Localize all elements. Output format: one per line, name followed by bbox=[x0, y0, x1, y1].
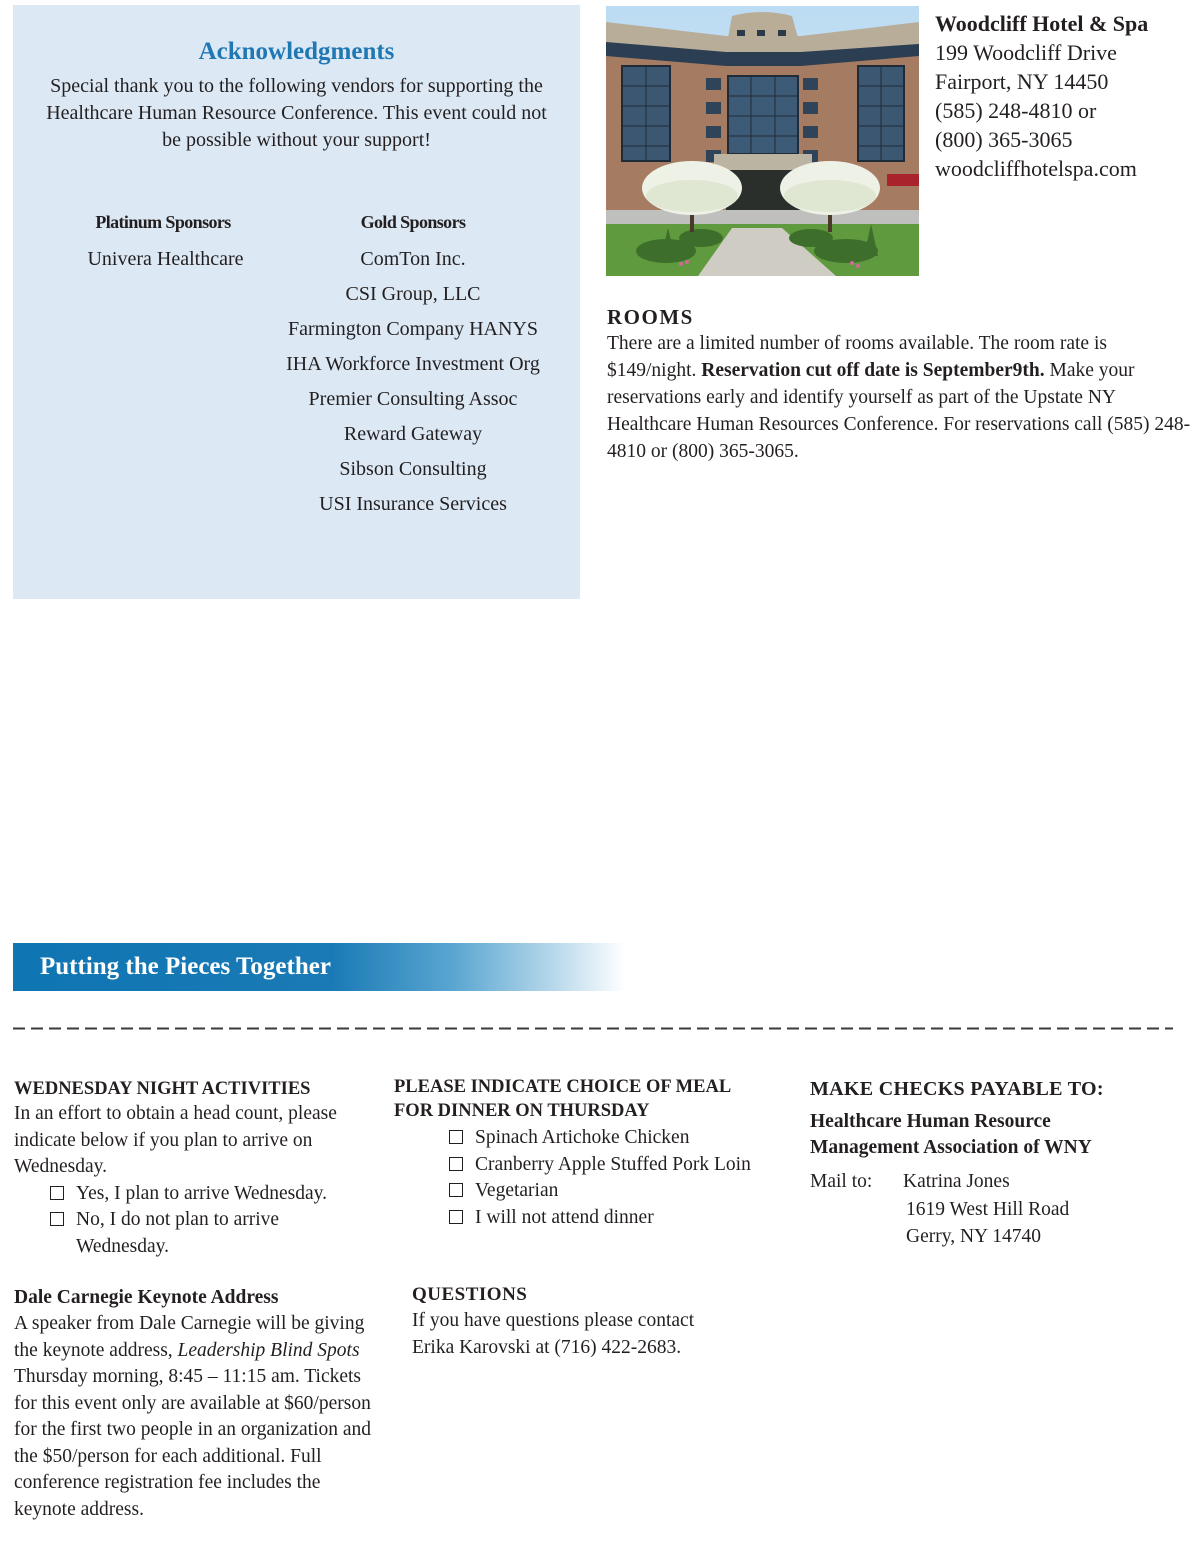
rooms-section bbox=[607, 305, 1192, 465]
meal-heading-line1: PLEASE INDICATE CHOICE OF MEAL bbox=[394, 1077, 732, 1097]
wednesday-text: In an effort to obtain a head count, please indicate below if you plan to arrive on Wednesday. bbox=[14, 1103, 337, 1177]
checks-heading: MAKE CHECKS PAYABLE TO: bbox=[810, 1078, 1104, 1100]
sponsor-item: Sibson Consulting bbox=[339, 458, 487, 480]
hotel-info bbox=[935, 9, 1195, 183]
option-label: Cranberry Apple Stuffed Pork Loin bbox=[475, 1153, 751, 1175]
questions-section bbox=[412, 1282, 792, 1361]
checkbox-icon[interactable] bbox=[449, 1130, 463, 1144]
checks-section bbox=[810, 1077, 1190, 1251]
hotel-address-line2: Fairport, NY 14450 bbox=[935, 69, 1109, 94]
option-label: Yes, I plan to arrive Wednesday. bbox=[76, 1182, 327, 1204]
rooms-cutoff-date: Reservation cut off date is September9th. bbox=[701, 360, 1045, 381]
hotel-photo bbox=[606, 6, 919, 276]
option-label: I will not attend dinner bbox=[475, 1206, 654, 1228]
payee-line1: Healthcare Human Resource bbox=[810, 1111, 1051, 1132]
platinum-sponsors-heading: Platinum Sponsors bbox=[95, 212, 231, 232]
option-label: Spinach Artichoke Chicken bbox=[475, 1127, 690, 1148]
dashed-cut-line bbox=[13, 1027, 1173, 1030]
acknowledgments-title: Acknowledgments bbox=[198, 38, 395, 65]
option-label: Vegetarian bbox=[475, 1180, 559, 1201]
keynote-title: Leadership Blind Spots bbox=[177, 1339, 360, 1361]
checkbox-icon[interactable] bbox=[449, 1157, 463, 1171]
sponsor-item: USI Insurance Services bbox=[319, 493, 507, 515]
wednesday-option-yes[interactable] bbox=[50, 1181, 374, 1208]
checks-payee bbox=[810, 1109, 1190, 1161]
checkbox-icon[interactable] bbox=[50, 1186, 64, 1200]
checkbox-icon[interactable] bbox=[449, 1183, 463, 1197]
sponsor-item: Reward Gateway bbox=[343, 423, 483, 445]
rooms-heading: ROOMS bbox=[607, 305, 694, 329]
meal-option-chicken[interactable] bbox=[449, 1125, 794, 1152]
sponsor-item: IHA Workforce Investment Org bbox=[286, 353, 540, 375]
keynote-text-end: Thursday morning, 8:45 – 11:15 am. Tickets for this event only are available at $60/person for the first two people in an organization and the $50/person for each additional. Full conference registration fee includes the keynote address. bbox=[14, 1366, 372, 1520]
hotel-phone1: (585) 248-4810 or bbox=[935, 98, 1097, 123]
hotel-phone2: (800) 365-3065 bbox=[935, 127, 1073, 152]
acknowledgments-intro: Special thank you to the following vendors for supporting the Healthcare Human Resource Conference. This event could not be possible without your support! bbox=[46, 75, 547, 151]
sponsor-item: Univera Healthcare bbox=[87, 248, 244, 270]
questions-line1: If you have questions please contact bbox=[412, 1310, 695, 1331]
rooms-text-start: There are a limited number of rooms available. The room rate is $149/night. bbox=[607, 333, 1107, 381]
sponsor-item: Premier Consulting Assoc bbox=[308, 388, 518, 410]
keynote-heading: Dale Carnegie Keynote Address bbox=[14, 1287, 279, 1308]
wednesday-option-no[interactable] bbox=[50, 1207, 374, 1260]
keynote-text bbox=[14, 1311, 384, 1523]
questions-heading: QUESTIONS bbox=[412, 1284, 528, 1305]
hotel-address-line1: 199 Woodcliff Drive bbox=[935, 40, 1117, 65]
hotel-website[interactable]: woodcliffhotelspa.com bbox=[935, 156, 1137, 181]
checkbox-icon[interactable] bbox=[50, 1212, 64, 1226]
wednesday-heading: WEDNESDAY NIGHT ACTIVITIES bbox=[14, 1079, 311, 1099]
meal-option-pork[interactable] bbox=[449, 1152, 794, 1179]
platinum-sponsors-list bbox=[58, 246, 273, 281]
sponsor-item: CSI Group, LLC bbox=[345, 283, 481, 305]
mail-city: Gerry, NY 14740 bbox=[906, 1226, 1042, 1247]
section-banner bbox=[13, 943, 625, 991]
meal-option-no-dinner[interactable] bbox=[449, 1205, 794, 1232]
wednesday-section bbox=[14, 1077, 374, 1260]
keynote-text-start: A speaker from Dale Carnegie will be giving the keynote address, bbox=[14, 1313, 365, 1361]
meal-option-vegetarian[interactable] bbox=[449, 1178, 794, 1205]
mail-name: Katrina Jones bbox=[903, 1171, 1010, 1192]
sponsor-item: Farmington Company HANYS bbox=[288, 318, 538, 340]
keynote-section bbox=[14, 1285, 384, 1523]
acknowledgments-panel bbox=[13, 5, 580, 599]
questions-line2: Erika Karovski at (716) 422-2683. bbox=[412, 1336, 682, 1358]
mail-label: Mail to: bbox=[810, 1171, 873, 1192]
hotel-name: Woodcliff Hotel & Spa bbox=[935, 11, 1149, 36]
option-label: No, I do not plan to arrive Wednesday. bbox=[76, 1209, 280, 1257]
banner-title: Putting the Pieces Together bbox=[40, 953, 331, 980]
meal-heading-line2: FOR DINNER ON THURSDAY bbox=[394, 1101, 650, 1121]
gold-sponsors-list bbox=[258, 246, 568, 526]
checkbox-icon[interactable] bbox=[449, 1210, 463, 1224]
meal-section bbox=[394, 1075, 794, 1231]
rooms-text-end: Make your reservations early and identify yourself as part of the Upstate NY Healthcare Human Resources Conference. For reservations call (585) 248-4810 or (800) 365-3065. bbox=[607, 360, 1191, 462]
mail-address bbox=[810, 1168, 1190, 1251]
rooms-text bbox=[607, 330, 1192, 465]
payee-line2: Management Association of WNY bbox=[810, 1137, 1092, 1158]
gold-sponsors-heading: Gold Sponsors bbox=[360, 212, 466, 232]
mail-street: 1619 West Hill Road bbox=[906, 1198, 1070, 1220]
sponsor-item: ComTon Inc. bbox=[360, 248, 466, 270]
